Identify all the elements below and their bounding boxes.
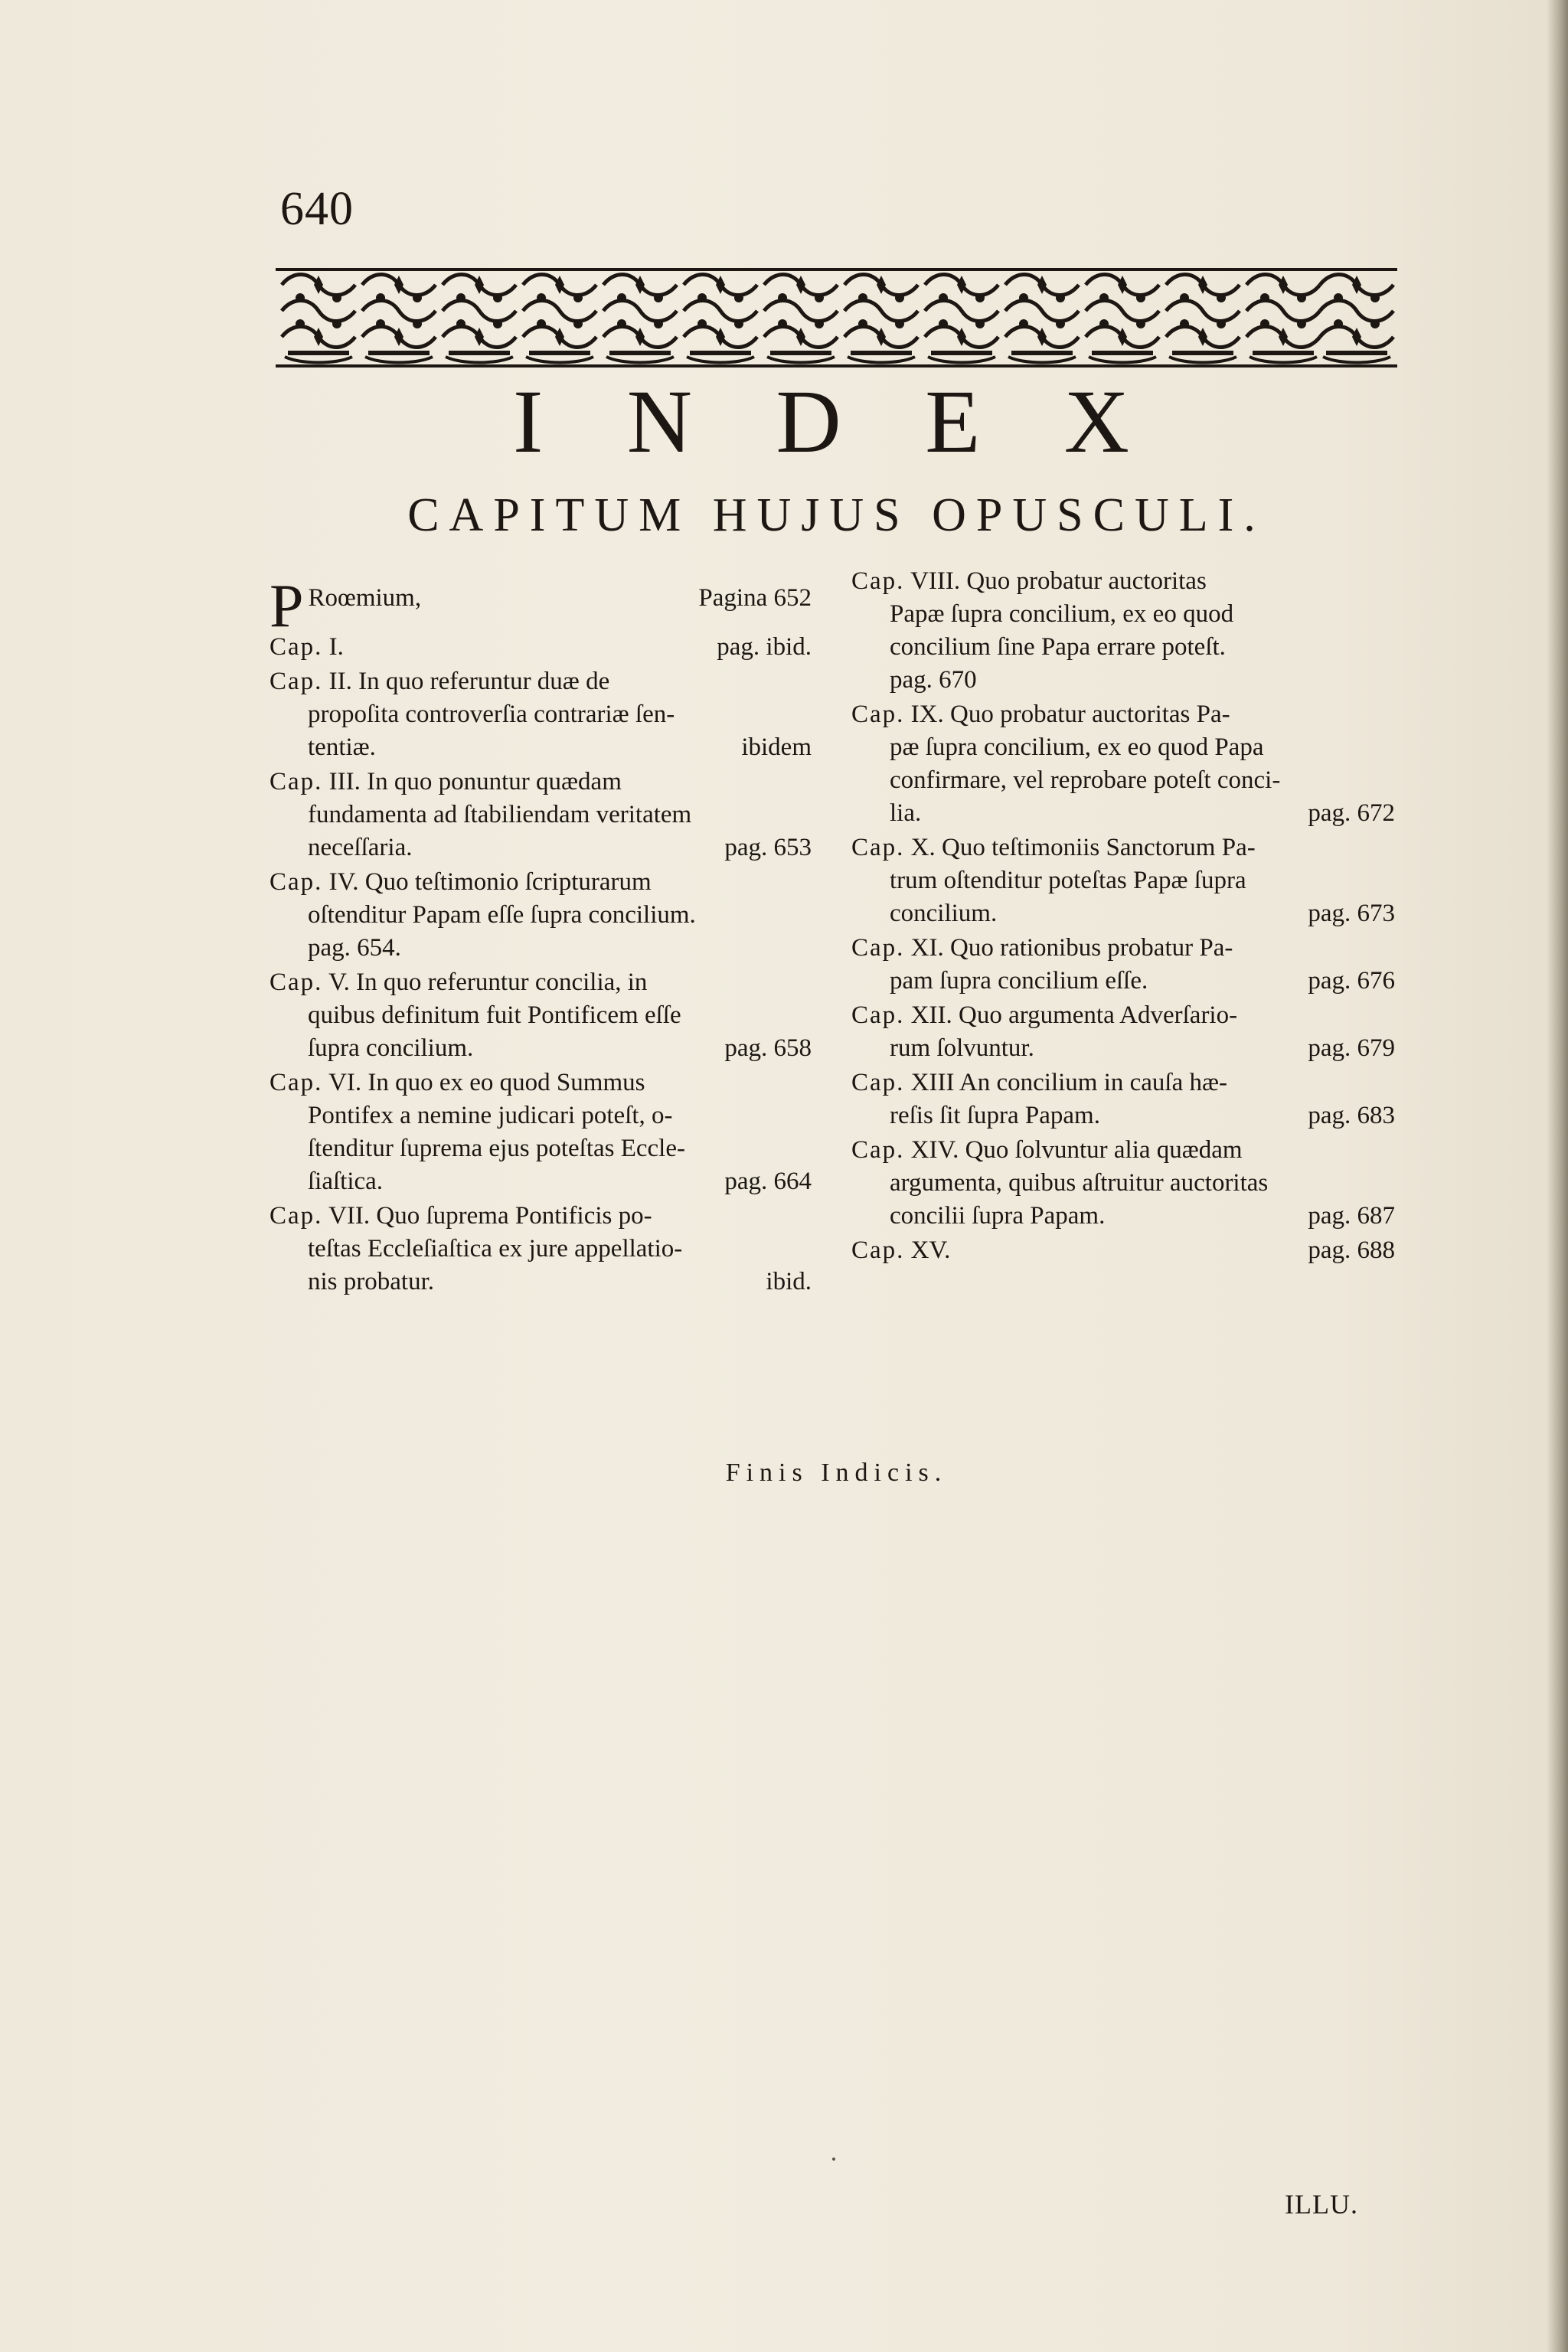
entry-text [270,766,622,799]
index-entry [270,665,812,764]
chapter-label: Cap. [270,1202,323,1230]
index-entry-line [851,698,1395,731]
index-entry-line [851,897,1395,930]
entry-text [308,1132,685,1165]
index-entry-line [270,1233,812,1266]
index-entry-line [270,932,812,965]
entry-title: XIV. Quo ſolvuntur alia quædam [910,1136,1243,1164]
index-subtitle: CAPITUM HUJUS OPUSCULI. [407,489,1266,541]
index-entry-line [270,631,812,664]
ornamental-headpiece [276,268,1397,368]
index-entry-line [270,999,812,1032]
entry-text [270,1200,652,1233]
entry-title: tentiæ. [308,733,376,761]
entry-text [308,799,691,831]
entry-title: IX. Quo probatur auctoritas Pa- [910,701,1230,728]
entry-text [851,1234,950,1267]
chapter-label: Cap. [851,934,905,962]
entry-title: quibus definitum fuit Pontificem eſſe [308,1001,681,1029]
page-edge-shadow [1547,0,1568,2352]
index-title: I N D E X [512,371,1161,472]
index-entry-line [270,766,812,799]
entry-text [308,999,681,1032]
index-right-column [851,565,1395,1269]
entry-title: pag. 670 [890,666,977,694]
index-entry [270,866,812,965]
entry-title: concilium ſine Papa errare poteſt. [890,633,1226,661]
entry-text [851,565,1207,598]
index-entry [851,698,1395,830]
index-entry-line [851,731,1395,764]
index-entry-line [851,999,1395,1032]
entry-text [890,1032,1034,1065]
entry-title: XIII An concilium in cauſa hæ- [910,1069,1227,1096]
index-entry-line [851,1134,1395,1167]
entry-title: lia. [890,799,922,827]
entry-text [270,866,652,899]
index-entry [270,573,812,640]
entry-title: IV. Quo teſtimonio ſcripturarum [328,868,652,896]
entry-text [890,1167,1268,1200]
entry-title: II. In quo referuntur duæ de [328,668,610,695]
page-reference: pag. 673 [1308,900,1395,927]
entry-text [308,698,675,731]
entry-text [890,631,1226,664]
entry-text [308,731,376,764]
index-entry-line [270,731,812,764]
index-entry [270,766,812,864]
page-reference: pag. 687 [1308,1202,1395,1230]
entry-text [890,598,1233,631]
index-entry-line [851,664,1395,697]
entry-title: ſupra concilium. [308,1034,474,1062]
entry-title: XII. Quo argumenta Adverſario- [910,1001,1238,1029]
page-reference: pag. 658 [724,1034,812,1062]
entry-title: ſtenditur ſuprema ejus poteſtas Eccle- [308,1135,685,1162]
entry-text [851,831,1256,864]
entry-title: XV. [910,1236,951,1264]
catchword: ILLU. [1285,2189,1358,2220]
entry-title: neceſſaria. [308,834,413,861]
index-entry-line [270,1067,812,1099]
index-entry-line [851,565,1395,598]
page-reference: Pagina 652 [698,584,812,612]
index-entry-line [270,799,812,831]
entry-title: VI. In quo ex eo quod Summus [328,1069,645,1096]
index-entry-line [270,1165,812,1198]
entry-title: Papæ ſupra concilium, ex eo quod [890,600,1234,628]
index-entry-line [851,1167,1395,1200]
index-entry [851,1134,1395,1233]
entry-text [308,1165,383,1198]
entry-title: argumenta, quibus aſtruitur auctoritas [890,1169,1269,1197]
index-entry-line [270,1266,812,1298]
index-entry [851,1234,1395,1267]
chapter-label: Cap. [851,834,905,861]
index-entry-line [851,965,1395,998]
entry-text [890,897,997,930]
index-entry-line [851,598,1395,631]
index-entry-line [270,866,812,899]
entry-text [270,966,647,999]
entry-title: XI. Quo rationibus probatur Pa- [910,934,1233,962]
entry-title: fundamenta ad ſtabiliendam veritatem [308,801,692,828]
entry-text [851,932,1233,965]
index-entry-line [270,1032,812,1065]
entry-title: nis probatur. [308,1268,434,1295]
entry-text [308,1233,682,1266]
page-reference: pag. 653 [724,834,812,861]
entry-text [890,1200,1105,1233]
chapter-label: Cap. [851,1001,905,1029]
index-entry-line [851,1099,1395,1132]
entry-text [270,573,422,640]
entry-title: trum oſtenditur poteſtas Papæ ſupra [890,867,1246,894]
chapter-label: Cap. [270,1069,323,1096]
entry-title: reſis ſit ſupra Papam. [890,1102,1100,1129]
page-reference: pag. 679 [1308,1034,1395,1062]
entry-title: oſtenditur Papam eſſe ſupra concilium. [308,901,696,929]
entry-text [851,1134,1243,1167]
entry-text [890,797,921,830]
chapter-label: Cap. [270,633,323,661]
entry-text [270,631,344,664]
entry-title: ſiaſtica. [308,1168,384,1195]
index-entry-line [851,932,1395,965]
index-entry [851,999,1395,1065]
entry-text [890,864,1246,897]
index-entry-line [851,1032,1395,1065]
chapter-label: Cap. [270,668,323,695]
page-number: 640 [280,183,354,235]
index-entry-line [270,1200,812,1233]
entry-text [270,1067,645,1099]
index-entry-line [851,864,1395,897]
page-reference: ibid. [766,1268,812,1295]
page-reference: ibidem [741,733,812,761]
entry-text [308,932,401,965]
index-entry-line [851,831,1395,864]
index-entry [851,565,1395,697]
chapter-label: Cap. [270,768,323,795]
index-entry-line [851,631,1395,664]
chapter-label: Cap. [270,969,323,996]
entry-text [851,999,1237,1032]
page-reference: pag. 676 [1308,967,1395,995]
page-reference: pag. 688 [1308,1236,1395,1264]
entry-text [308,1266,434,1298]
finis-indicis: Finis Indicis. [725,1459,948,1487]
index-entry [851,1067,1395,1132]
entry-text [890,965,1148,998]
entry-title: V. In quo referuntur concilia, in [328,969,648,996]
entry-title: concilii ſupra Papam. [890,1202,1106,1230]
index-entry-line [851,797,1395,830]
index-entry-line [270,1099,812,1132]
entry-title: Pontifex a nemine judicari poteſt, o- [308,1102,673,1129]
entry-text [890,764,1280,797]
entry-title: pæ ſupra concilium, ex eo quod Papa [890,733,1264,761]
index-entry [851,831,1395,930]
entry-title: propoſita controverſia contrariæ ſen- [308,701,675,728]
entry-text [270,665,609,698]
index-entry [270,966,812,1065]
index-left-column [270,573,812,1300]
index-entry-line [851,1234,1395,1267]
entry-title: I. [328,633,344,661]
chapter-label: Cap. [270,868,323,896]
entry-title: confirmare, vel reprobare poteſt conci- [890,766,1281,794]
index-entry [851,932,1395,998]
entry-text [890,731,1263,764]
entry-text [308,1099,673,1132]
chapter-label: Cap. [851,567,905,595]
entry-text [890,664,977,697]
index-entry-line [270,665,812,698]
entry-text [308,899,696,932]
entry-title: pam ſupra concilium eſſe. [890,967,1148,995]
page-reference: pag. 672 [1308,799,1395,827]
chapter-label: Cap. [851,1136,905,1164]
entry-title: pag. 654. [308,934,401,962]
entry-title: X. Quo teſtimoniis Sanctorum Pa- [910,834,1256,861]
entry-text [308,831,412,864]
entry-title: Roœmium, [308,584,422,612]
entry-text [890,1099,1100,1132]
page-reference: pag. 664 [724,1168,812,1195]
entry-text [851,1067,1227,1099]
index-entry-line [851,764,1395,797]
page-reference: pag. ibid. [717,633,812,661]
index-entry-line [270,899,812,932]
entry-title: VII. Quo ſuprema Pontificis po- [328,1202,652,1230]
chapter-label: Cap. [851,1236,905,1264]
entry-title: concilium. [890,900,998,927]
page-reference: pag. 683 [1308,1102,1395,1129]
entry-text [308,1032,473,1065]
entry-title: rum ſolvuntur. [890,1034,1034,1062]
drop-capital: P [270,573,304,640]
entry-title: VIII. Quo probatur auctoritas [910,567,1207,595]
index-entry-line [270,966,812,999]
entry-title: teſtas Eccleſiaſtica ex jure appellatio- [308,1235,683,1263]
entry-title: III. In quo ponuntur quædam [328,768,622,795]
index-entry-line [270,698,812,731]
index-entry-line [270,573,812,640]
chapter-label: Cap. [851,701,905,728]
index-entry-line [851,1067,1395,1099]
index-entry [270,1067,812,1198]
index-entry-line [270,831,812,864]
page-mark-dot [832,2158,835,2161]
entry-text [851,698,1230,731]
chapter-label: Cap. [851,1069,905,1096]
index-entry-line [851,1200,1395,1233]
index-entry [270,631,812,664]
index-entry [270,1200,812,1298]
index-entry-line [270,1132,812,1165]
